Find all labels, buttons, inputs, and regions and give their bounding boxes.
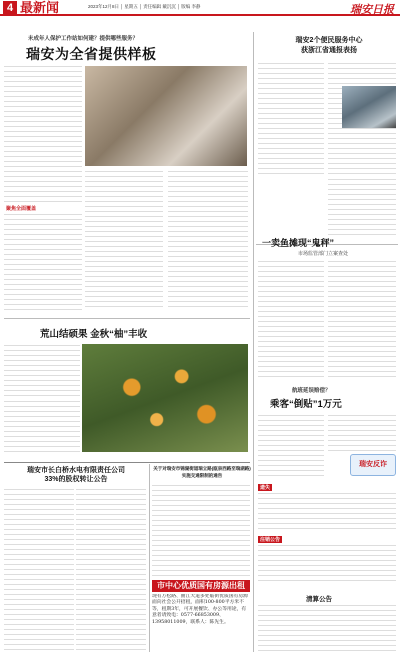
fish-subhead: 市场监管部门立案查处 — [298, 251, 349, 257]
rental-body: 现有万松路、曲江大道多处临街优质国有房源面向社会公开招租，面积100-800平方米不等，租期3年，可开展餐饮、办公等用途，有意者请致电：0577-66853009、13958011009，联系人：陈先生。 — [152, 594, 248, 625]
equity-notice-title: 瑞安市长白桥水电有限责任公司 33%的股权转让公告 — [27, 467, 125, 483]
equity-notice-col1 — [4, 488, 74, 652]
fraud-headline: 乘客“倒贴”1万元 — [270, 399, 342, 410]
lead-body-col1b — [4, 213, 82, 310]
sidebar-head-cancel: 注销公告 — [260, 537, 281, 543]
lead-subhead: 聚焦全面覆盖 — [6, 206, 37, 212]
right-top-body-col3 — [328, 178, 396, 238]
anti-fraud-badge-label: 瑞安反诈 — [359, 461, 387, 468]
liquidation-notice-body — [258, 604, 396, 652]
lead-photo — [85, 66, 247, 166]
column-divider — [253, 32, 254, 652]
lead-headline: 瑞安为全省提供样板 — [26, 46, 157, 62]
fraud-body-col2 — [328, 414, 396, 454]
sidebar-head-lost: 遗失 — [260, 485, 271, 491]
orange-body-col1 — [4, 344, 80, 398]
fraud-body-col1 — [258, 414, 324, 476]
lead-body-col3 — [168, 170, 248, 310]
divider — [4, 318, 250, 319]
right-top-body-col1 — [258, 62, 324, 174]
equity-notice-col2 — [76, 488, 146, 652]
lead-body-col2 — [85, 170, 163, 310]
fraud-kicker: 航班延误赔偿？ — [292, 388, 331, 394]
page-number: 4 — [3, 1, 17, 15]
anti-fraud-badge — [350, 454, 396, 476]
lead-kicker: 未成年人保护工作站如何建？提供哪些服务？ — [28, 36, 139, 42]
lead-body-col1 — [4, 65, 82, 203]
orange-photo — [82, 344, 248, 452]
fish-body-col1 — [258, 260, 324, 380]
issue-meta: 2023年12月8日 │ 星期五 │ 责任编辑 戴沉沉 │ 版编 李静 — [88, 4, 201, 9]
orange-body-col2 — [4, 400, 80, 452]
traffic-notice-title: 关于对瑞安市锦湖街道瑞立路(瓯泉西路至瑞湖路) 实施交通限制的通告 — [153, 466, 251, 478]
fish-headline: 一卖鱼摊现“鬼秤” — [262, 238, 335, 248]
traffic-notice-body — [152, 484, 250, 578]
sidebar-cancel-body — [258, 544, 396, 584]
sidebar-lost-body — [258, 492, 396, 532]
orange-headline: 荒山结硕果 金秋“柚”丰收 — [40, 329, 148, 340]
right-top-headline: 瑞安2个便民服务中心 获浙江省通报表扬 — [295, 37, 363, 54]
column-divider — [149, 464, 150, 652]
section-title: 最新闻 — [20, 0, 60, 15]
right-top-photo — [342, 86, 396, 128]
divider — [4, 462, 250, 463]
rental-banner: 市中心优质国有房源出租 — [152, 580, 250, 592]
fish-body-col2 — [328, 260, 396, 380]
newspaper-logo: 瑞安日报 — [350, 3, 394, 16]
liquidation-notice-title: 清算公告 — [306, 596, 332, 603]
